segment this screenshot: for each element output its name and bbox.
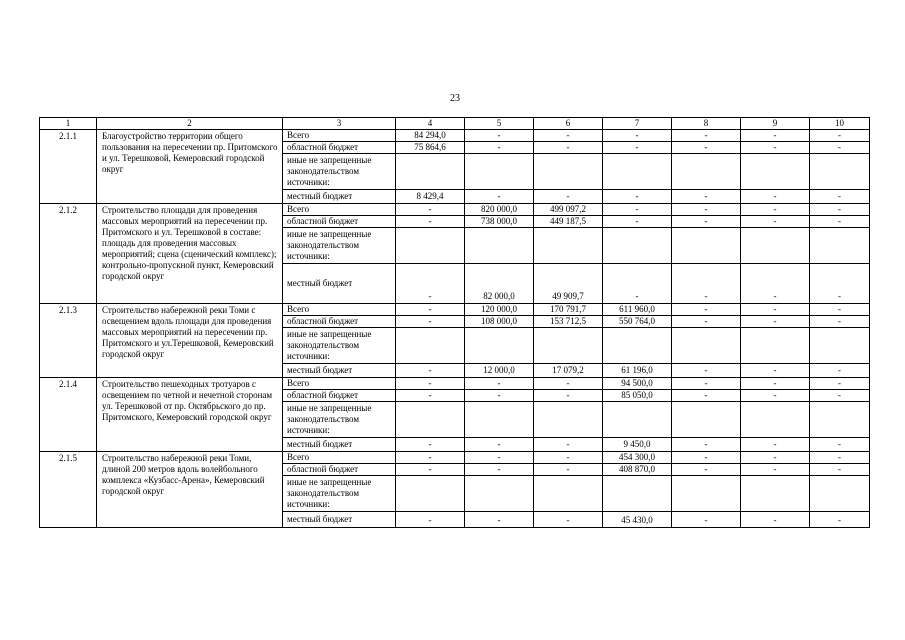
amount-cell: - <box>465 378 534 390</box>
amount-cell: - <box>741 204 810 216</box>
amount-cell: - <box>396 204 465 216</box>
funding-source: местный бюджет <box>283 438 396 452</box>
funding-source: иные не запрещенные законодательством источники: <box>283 228 396 264</box>
amount-cell: - <box>534 452 603 464</box>
funding-source: областной бюджет <box>283 216 396 228</box>
amount-cell: - <box>672 452 741 464</box>
amount-cell: - <box>534 390 603 402</box>
amount-cell: - <box>534 464 603 476</box>
amount-cell <box>810 228 870 264</box>
amount-cell: - <box>465 452 534 464</box>
amount-cell <box>534 228 603 264</box>
amount-cell: - <box>810 130 870 142</box>
amount-value: - <box>566 515 570 525</box>
amount-cell: - <box>465 390 534 402</box>
funding-source: иные не запрещенные законодательством источники: <box>283 328 396 364</box>
amount-cell <box>465 476 534 512</box>
item-code: 2.1.2 <box>40 204 97 304</box>
amount-value: - <box>566 439 570 449</box>
funding-source: Всего <box>283 130 396 142</box>
amount-cell: - <box>396 452 465 464</box>
amount-cell: - <box>741 378 810 390</box>
amount-cell <box>810 438 870 452</box>
amount-value: 61 196,0 <box>621 365 653 375</box>
budget-table <box>39 117 870 528</box>
amount-cell <box>741 402 810 438</box>
amount-cell <box>741 154 810 190</box>
funding-source: местный бюджет <box>283 364 396 378</box>
amount-cell <box>534 512 603 528</box>
amount-value: - <box>838 515 841 525</box>
amount-cell: 75 864,6 <box>396 142 465 154</box>
amount-cell: - <box>396 464 465 476</box>
amount-cell: - <box>672 204 741 216</box>
amount-value: 12 000,0 <box>483 365 515 375</box>
column-number: 6 <box>534 118 603 130</box>
amount-cell: - <box>672 130 741 142</box>
amount-value: - <box>428 439 432 449</box>
amount-cell <box>534 154 603 190</box>
amount-cell: - <box>396 216 465 228</box>
amount-cell: - <box>534 378 603 390</box>
amount-cell <box>672 154 741 190</box>
amount-cell: - <box>810 316 870 328</box>
amount-value: 49 909,7 <box>552 291 584 301</box>
amount-cell <box>741 328 810 364</box>
funding-source: иные не запрещенные законодательством источники: <box>283 402 396 438</box>
amount-cell <box>465 328 534 364</box>
amount-cell <box>603 438 672 452</box>
amount-cell <box>534 264 603 304</box>
amount-cell: - <box>672 464 741 476</box>
amount-cell <box>603 190 672 204</box>
amount-cell: - <box>741 216 810 228</box>
amount-cell: 120 000,0 <box>465 304 534 316</box>
table-row <box>40 452 870 464</box>
table-row <box>40 204 870 216</box>
amount-cell: - <box>810 304 870 316</box>
column-number: 2 <box>97 118 283 130</box>
amount-cell: 85 050,0 <box>603 390 672 402</box>
amount-cell <box>396 328 465 364</box>
amount-cell <box>672 512 741 528</box>
item-code: 2.1.5 <box>40 452 97 528</box>
amount-cell: 550 764,0 <box>603 316 672 328</box>
amount-cell: - <box>741 390 810 402</box>
amount-cell <box>810 264 870 304</box>
amount-cell <box>396 476 465 512</box>
amount-cell: 738 000,0 <box>465 216 534 228</box>
amount-cell <box>603 364 672 378</box>
amount-cell: - <box>741 142 810 154</box>
table-row <box>40 378 870 390</box>
amount-cell <box>672 228 741 264</box>
amount-cell: 94 500,0 <box>603 378 672 390</box>
amount-value: 82 000,0 <box>483 291 515 301</box>
amount-cell <box>465 512 534 528</box>
amount-cell: - <box>534 130 603 142</box>
amount-value: - <box>635 291 639 301</box>
amount-cell: - <box>741 130 810 142</box>
amount-cell <box>465 264 534 304</box>
amount-cell <box>465 228 534 264</box>
amount-cell: - <box>534 142 603 154</box>
funding-source: областной бюджет <box>283 390 396 402</box>
funding-source: Всего <box>283 204 396 216</box>
amount-cell: - <box>741 316 810 328</box>
table-row <box>40 130 870 142</box>
funding-source: иные не запрещенные законодательством источники: <box>283 154 396 190</box>
amount-value: - <box>838 291 841 301</box>
amount-value: - <box>428 515 432 525</box>
item-description: Строительство набережной реки Томи с освещением вдоль площади для проведения массовых мероприятий на пересечении пр. Притомского и ул.Терешковой, Кемеровский городской округ <box>97 304 283 378</box>
amount-cell <box>810 402 870 438</box>
amount-cell: - <box>396 316 465 328</box>
amount-cell: 84 294,0 <box>396 130 465 142</box>
amount-cell: - <box>810 390 870 402</box>
amount-value: - <box>428 365 432 375</box>
amount-value: - <box>838 439 841 449</box>
amount-cell <box>741 264 810 304</box>
amount-cell: - <box>396 390 465 402</box>
column-number: 10 <box>810 118 870 130</box>
amount-cell: - <box>810 378 870 390</box>
amount-cell <box>603 512 672 528</box>
page-number: 23 <box>450 93 460 104</box>
amount-cell <box>603 476 672 512</box>
amount-cell <box>603 228 672 264</box>
amount-cell <box>534 364 603 378</box>
amount-cell: 499 097,2 <box>534 204 603 216</box>
amount-cell <box>672 438 741 452</box>
amount-value: 17 079,2 <box>552 365 584 375</box>
amount-cell <box>534 476 603 512</box>
amount-cell: - <box>465 142 534 154</box>
amount-cell: - <box>672 316 741 328</box>
item-code: 2.1.1 <box>40 130 97 204</box>
funding-source: областной бюджет <box>283 142 396 154</box>
amount-cell <box>810 364 870 378</box>
amount-cell <box>672 328 741 364</box>
amount-value: 8 429,4 <box>416 191 444 201</box>
amount-cell <box>741 364 810 378</box>
item-description: Благоустройство территории общего пользования на пересечении пр. Притомского и ул. Терешковой, Кемеровский городской округ <box>97 130 283 204</box>
amount-cell: - <box>396 378 465 390</box>
item-description: Строительство набережной реки Томи, длиной 200 метров вдоль волейбольного комплекса «Кузбасс-Арена», Кемеровский городской округ <box>97 452 283 528</box>
amount-cell <box>603 328 672 364</box>
amount-cell: - <box>672 216 741 228</box>
amount-value: - <box>497 191 501 201</box>
amount-cell <box>396 190 465 204</box>
amount-cell <box>810 512 870 528</box>
amount-value: - <box>704 291 708 301</box>
funding-source: иные не запрещенные законодательством источники: <box>283 476 396 512</box>
item-description: Строительство площади для проведения массовых мероприятий на пересечении пр. Притомского и ул. Терешковой в составе: площадь для проведения массовых мероприятий; сцена (сценический комплекс); контрольно-пропускной пункт, Кемеровский городской округ <box>97 204 283 304</box>
amount-value: - <box>428 291 432 301</box>
amount-cell: - <box>741 304 810 316</box>
amount-cell: 170 791,7 <box>534 304 603 316</box>
amount-cell: - <box>741 464 810 476</box>
column-number: 5 <box>465 118 534 130</box>
funding-source: областной бюджет <box>283 316 396 328</box>
amount-value: - <box>773 365 777 375</box>
amount-cell: - <box>810 216 870 228</box>
table-row <box>40 304 870 316</box>
column-number: 4 <box>396 118 465 130</box>
item-code: 2.1.3 <box>40 304 97 378</box>
amount-cell: - <box>672 390 741 402</box>
amount-cell <box>672 402 741 438</box>
amount-cell <box>672 264 741 304</box>
amount-value: - <box>497 515 501 525</box>
amount-value: - <box>838 365 841 375</box>
amount-cell <box>672 190 741 204</box>
amount-cell: 108 000,0 <box>465 316 534 328</box>
funding-source: Всего <box>283 378 396 390</box>
column-number: 9 <box>741 118 810 130</box>
amount-cell <box>810 154 870 190</box>
column-number: 3 <box>283 118 396 130</box>
amount-cell <box>396 154 465 190</box>
amount-cell: - <box>810 452 870 464</box>
amount-value: - <box>773 191 777 201</box>
funding-source: областной бюджет <box>283 464 396 476</box>
funding-source: местный бюджет <box>283 264 396 304</box>
amount-cell <box>603 154 672 190</box>
amount-cell <box>465 438 534 452</box>
amount-cell <box>741 438 810 452</box>
amount-cell <box>534 402 603 438</box>
amount-cell: 454 300,0 <box>603 452 672 464</box>
amount-value: - <box>773 439 777 449</box>
column-number: 7 <box>603 118 672 130</box>
amount-cell: - <box>603 204 672 216</box>
funding-source: Всего <box>283 304 396 316</box>
amount-cell <box>603 402 672 438</box>
amount-value: - <box>704 515 708 525</box>
amount-cell <box>396 438 465 452</box>
amount-cell <box>534 328 603 364</box>
item-code: 2.1.4 <box>40 378 97 452</box>
amount-cell <box>396 512 465 528</box>
amount-cell <box>465 154 534 190</box>
amount-cell <box>810 328 870 364</box>
amount-cell <box>810 476 870 512</box>
amount-cell <box>396 264 465 304</box>
table-body <box>40 118 870 528</box>
amount-value: 9 450,0 <box>623 439 651 449</box>
amount-value: - <box>704 365 708 375</box>
amount-cell <box>741 512 810 528</box>
amount-cell <box>603 264 672 304</box>
amount-value: 45 430,0 <box>621 515 653 525</box>
amount-cell <box>465 364 534 378</box>
amount-cell <box>741 228 810 264</box>
amount-cell: 408 870,0 <box>603 464 672 476</box>
amount-value: - <box>566 191 570 201</box>
amount-value: - <box>773 515 777 525</box>
column-number: 8 <box>672 118 741 130</box>
amount-cell: - <box>603 216 672 228</box>
amount-value: - <box>773 291 777 301</box>
amount-value: - <box>635 191 639 201</box>
amount-value: - <box>497 439 501 449</box>
amount-cell: - <box>465 464 534 476</box>
column-number-row <box>40 118 870 130</box>
amount-cell <box>465 190 534 204</box>
amount-cell: - <box>672 378 741 390</box>
amount-cell: - <box>603 142 672 154</box>
column-number: 1 <box>40 118 97 130</box>
amount-cell: - <box>741 452 810 464</box>
amount-value: - <box>838 191 841 201</box>
amount-cell <box>534 190 603 204</box>
item-description: Строительство пешеходных тротуаров с освещением по четной и нечетной сторонам ул. Терешковой от пр. Октябрьского до пр. Притомского, Кемеровский городской округ <box>97 378 283 452</box>
amount-cell <box>396 402 465 438</box>
amount-cell <box>741 190 810 204</box>
amount-cell <box>465 402 534 438</box>
amount-cell: - <box>810 464 870 476</box>
amount-cell <box>810 190 870 204</box>
amount-cell <box>396 228 465 264</box>
amount-cell: - <box>465 130 534 142</box>
amount-cell <box>741 476 810 512</box>
amount-value: - <box>704 439 708 449</box>
amount-cell: - <box>810 204 870 216</box>
amount-cell: - <box>672 304 741 316</box>
funding-source: местный бюджет <box>283 512 396 528</box>
amount-cell: - <box>396 304 465 316</box>
funding-source: местный бюджет <box>283 190 396 204</box>
amount-cell: 820 000,0 <box>465 204 534 216</box>
funding-source: Всего <box>283 452 396 464</box>
amount-cell: 153 712,5 <box>534 316 603 328</box>
amount-cell <box>672 364 741 378</box>
amount-cell: - <box>603 130 672 142</box>
amount-value: - <box>704 191 708 201</box>
amount-cell: - <box>672 142 741 154</box>
amount-cell: 611 960,0 <box>603 304 672 316</box>
amount-cell: - <box>810 142 870 154</box>
amount-cell <box>534 438 603 452</box>
amount-cell <box>396 364 465 378</box>
amount-cell: 449 187,5 <box>534 216 603 228</box>
amount-cell <box>672 476 741 512</box>
